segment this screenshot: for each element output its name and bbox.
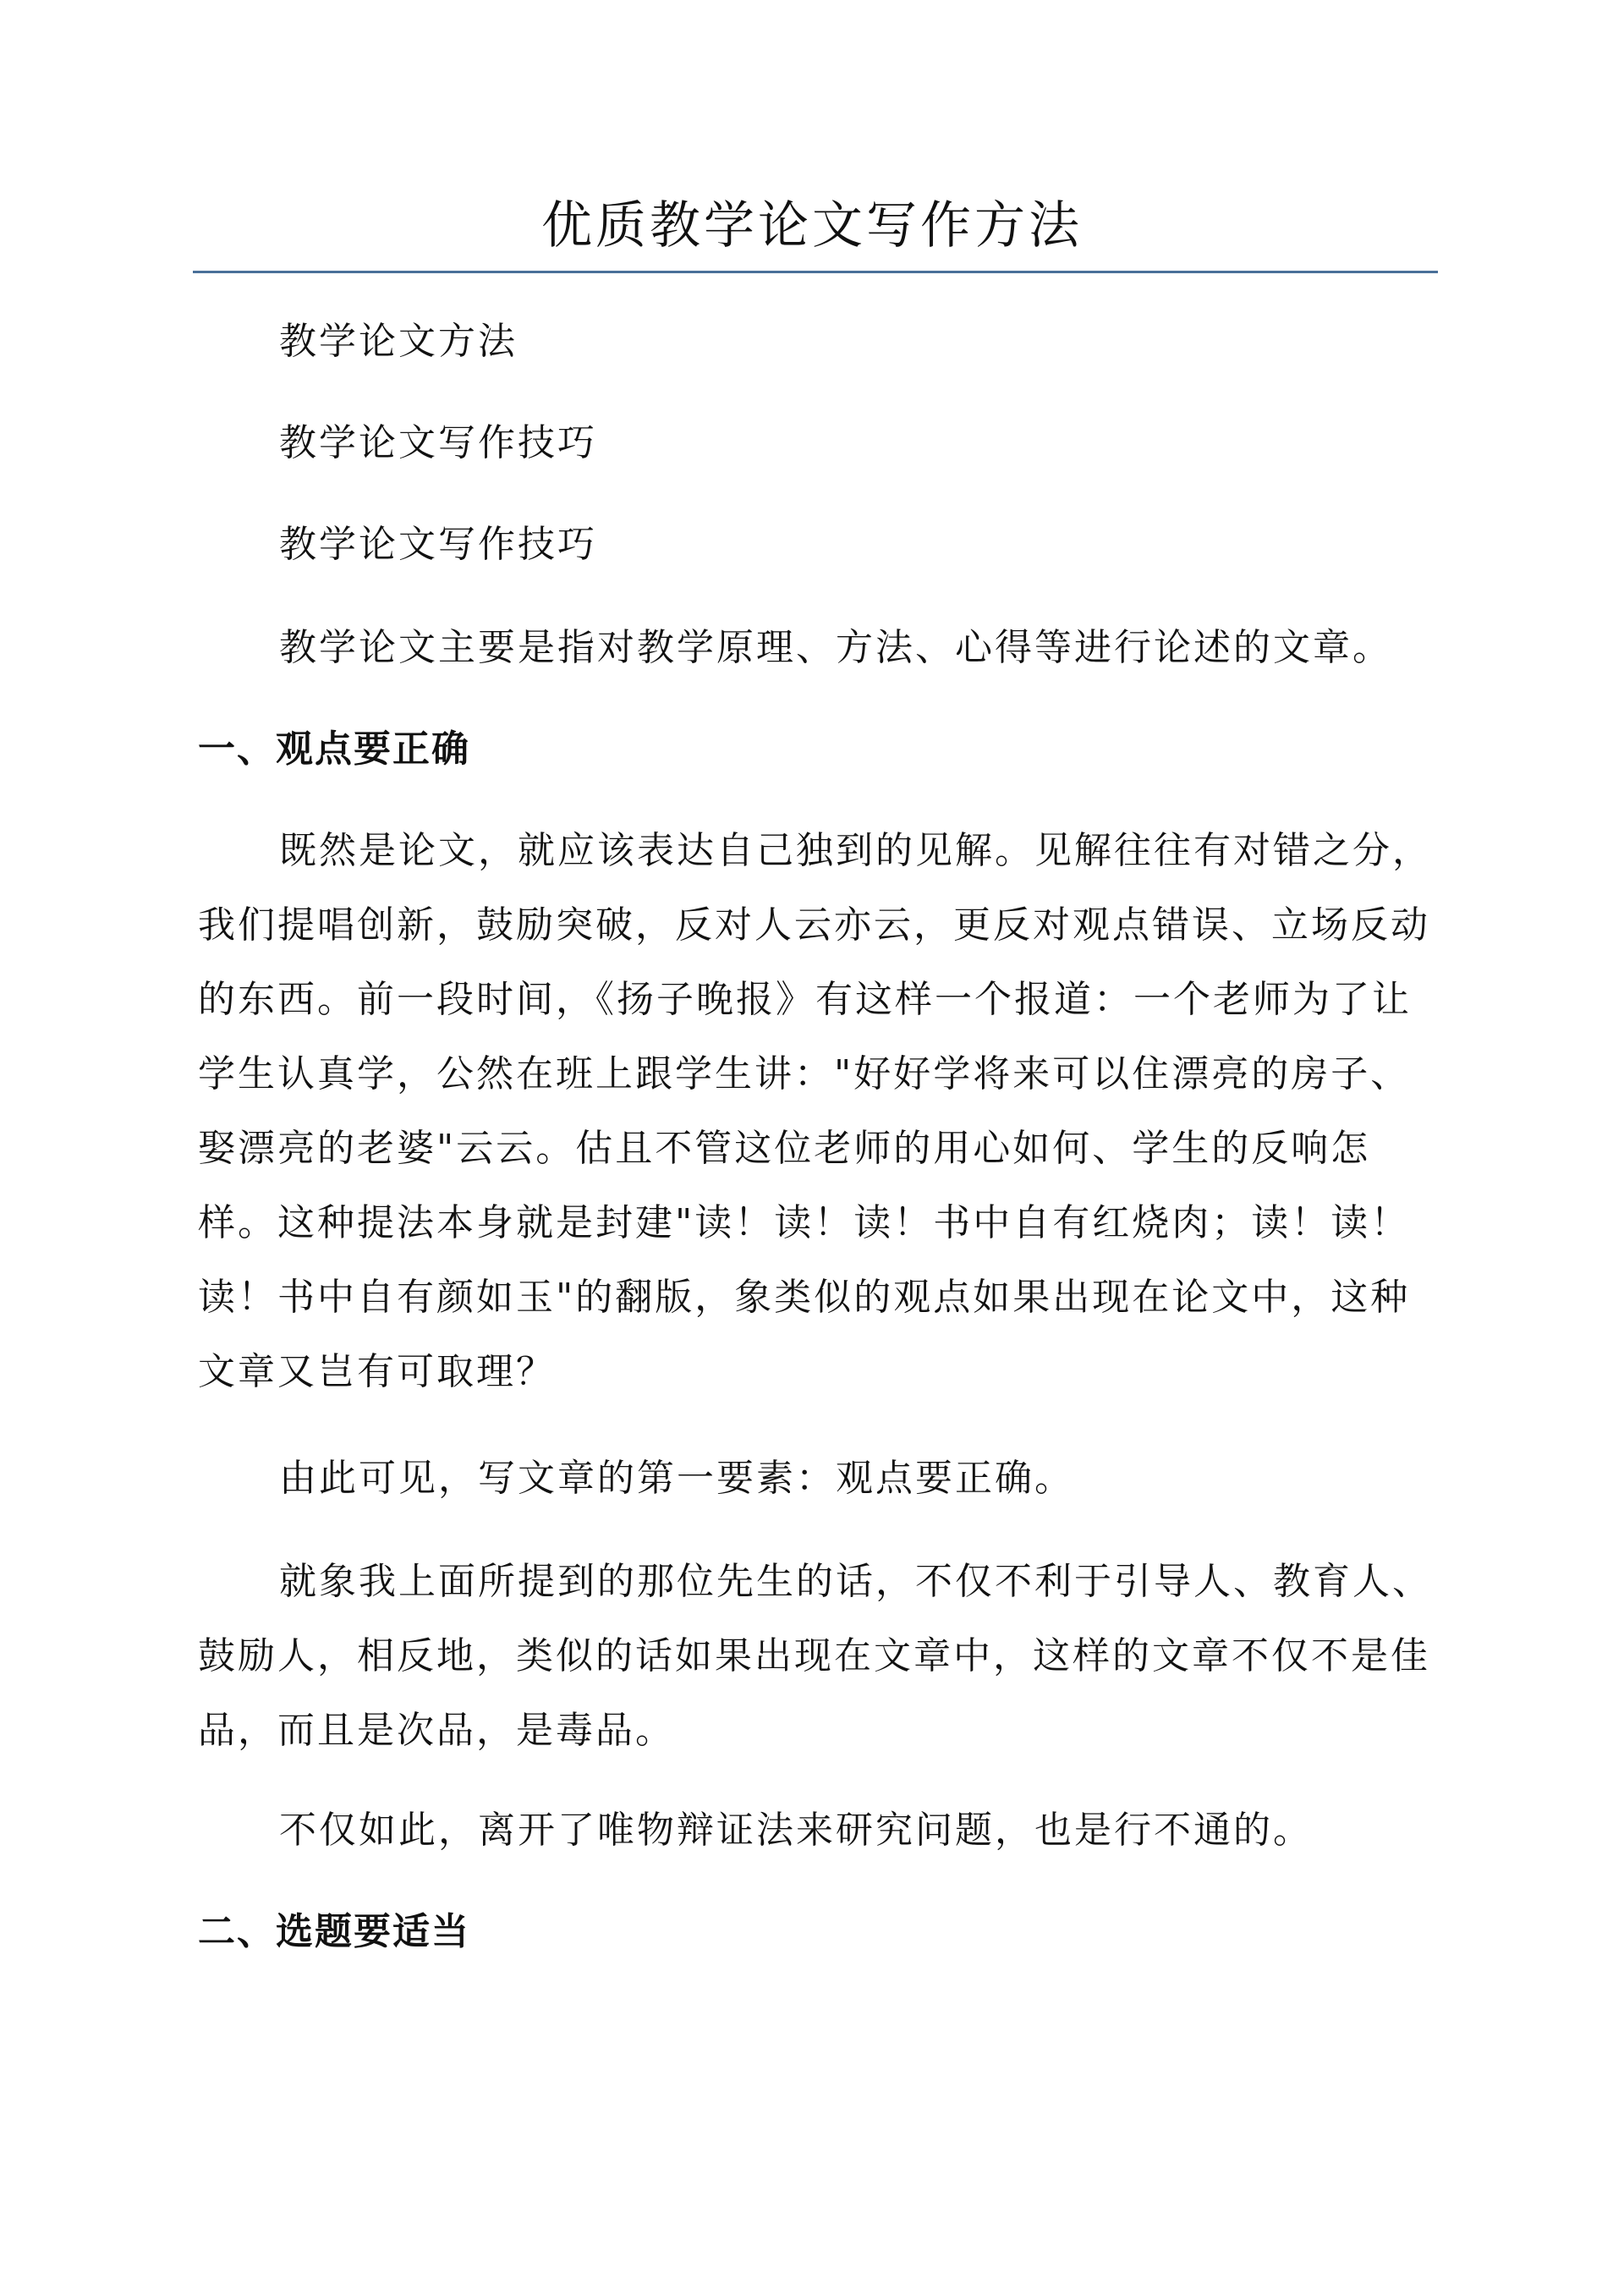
title-underline: [193, 271, 1438, 273]
section1-paragraph-2: 由此可见，写文章的第一要素：观点要正确。: [279, 1457, 1074, 1500]
intro-line-2: 教学论文写作技巧: [279, 421, 597, 464]
section1-paragraph-4: 不仅如此，离开了唯物辩证法来研究问题，也是行不通的。: [279, 1809, 1313, 1852]
section1-paragraph-1: 既然是论文，就应该表达自己独到的见解。见解往往有对错之分，我们提唱创新，鼓励突破，反对人云亦云，更反对观点错误、立场反动的东西。前一段时间，《扬子晚报》有这样一个报道：一个老师为了让学生认真学，公然在班上跟学生讲："好好学将来可以住漂亮的房子、娶漂亮的老婆"云云。估且不管这位老师的用心如何、学生的反响怎样。这种提法本身就是封建"读！读！读！书中自有红烧肉；读！读！读！书中自有颜如玉"的翻版，象类似的观点如果出现在论文中，这种文章又岂有可取理？: [198, 829, 1432, 1393]
intro-line-4: 教学论文主要是指对教学原理、方法、心得等进行论述的文章。: [279, 626, 1392, 669]
section-heading-1: 一、观点要正确: [198, 727, 470, 771]
intro-line-1: 教学论文方法: [279, 320, 518, 363]
document-title: 优质教学论文写作方法: [541, 196, 1083, 255]
section-heading-2: 二、选题要适当: [198, 1910, 470, 1953]
section1-paragraph-3: 就象我上面所提到的那位先生的话，不仅不利于引导人、教育人、鼓励人，相反地，类似的话如果出现在文章中，这样的文章不仅不是佳品，而且是次品，是毒品。: [198, 1560, 1432, 1752]
intro-line-3: 教学论文写作技巧: [279, 523, 597, 566]
